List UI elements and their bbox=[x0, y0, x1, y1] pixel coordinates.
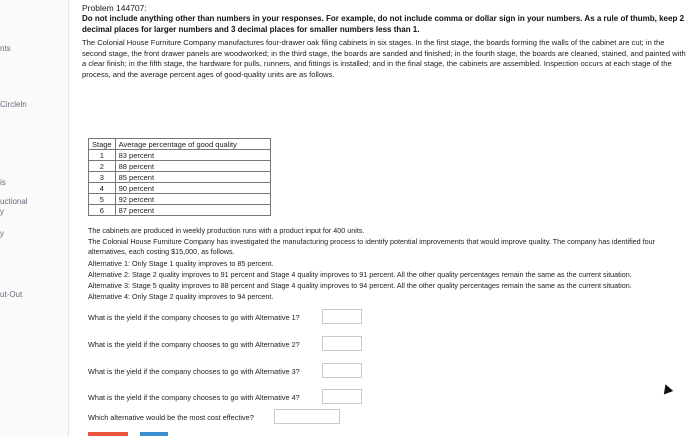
accent-bar-blue bbox=[140, 432, 168, 436]
answer-input-alt3[interactable] bbox=[322, 363, 362, 378]
percent-cell: 85 percent bbox=[115, 172, 270, 183]
table-row bbox=[89, 150, 271, 161]
problem-panel bbox=[82, 0, 694, 436]
stage-cell: 1 bbox=[89, 150, 116, 161]
table-row bbox=[89, 161, 271, 172]
sidebar-item-instructional[interactable]: uctional bbox=[0, 197, 28, 206]
table-header-percentage: Average percentage of good quality bbox=[115, 139, 270, 150]
percent-cell: 83 percent bbox=[115, 150, 270, 161]
sidebar bbox=[0, 0, 69, 436]
sidebar-item-out[interactable]: ut-Out bbox=[0, 290, 23, 299]
table-header-stage: Stage bbox=[89, 139, 116, 150]
table-row bbox=[89, 183, 271, 194]
detail-investigation: The Colonial House Furniture Company has investigated the manufacturing process to identify potential improvements that would improve quality. The company has identified four alternatives, each costing $15,000, as follows. bbox=[88, 237, 656, 257]
problem-title: Problem 144707: bbox=[82, 3, 147, 13]
sidebar-item-is[interactable]: is bbox=[0, 178, 6, 187]
stage-cell: 5 bbox=[89, 194, 116, 205]
question-alt1: What is the yield if the company chooses to go with Alternative 1? bbox=[88, 313, 300, 322]
sidebar-item-circleln[interactable]: Circleln bbox=[0, 100, 27, 109]
instructions: Do not include anything other than numbers in your responses. For example, do not include comma or dollar sign in your numbers. As a rule of thumb, keep 2 decimal places for larger numbers and 3 decimal places for smaller numbers less than 1. bbox=[82, 14, 685, 34]
table-row bbox=[89, 205, 271, 216]
table-row bbox=[89, 194, 271, 205]
question-most-cost-effective: Which alternative would be the most cost effective? bbox=[88, 413, 254, 422]
intro-paragraph: The Colonial House Furniture Company manufactures four-drawer oak filing cabinets in six stages. In the first stage, the boards forming the walls of the cabinet are cut; in the second stage, the front drawer panels are woodworked; in the third stage, the boards are sanded and finished; in the fourth stage, the boards are cleaned, stained, and painted with a clear finish; in the fifth stage, the hardware for pulls, runners, and fittings is installed; and in the final stage, the cabinets are assembled. Inspection occurs at each stage of the process, and the average percent ages of good-quality units are as follows. bbox=[82, 38, 686, 79]
alternative-2: Alternative 2: Stage 2 quality improves to 91 percent and Stage 4 quality improves to 91 percent. All the other quality percentages remain the same as the current situation. bbox=[88, 270, 632, 279]
stage-cell: 4 bbox=[89, 183, 116, 194]
table-row bbox=[89, 172, 271, 183]
stage-cell: 3 bbox=[89, 172, 116, 183]
answer-input-alt1[interactable] bbox=[322, 309, 362, 324]
percent-cell: 90 percent bbox=[115, 183, 270, 194]
answer-input-alt2[interactable] bbox=[322, 336, 362, 351]
accent-bar bbox=[88, 432, 128, 436]
question-alt3: What is the yield if the company chooses to go with Alternative 3? bbox=[88, 367, 300, 376]
answer-input-most-cost-effective[interactable] bbox=[274, 409, 340, 424]
detail-weekly-runs: The cabinets are produced in weekly production runs with a product input for 400 units. bbox=[88, 226, 365, 235]
alternative-3: Alternative 3: Stage 5 quality improves to 88 percent and Stage 4 quality improves to 94 percent. All the other quality percentages remain the same as the current situation. bbox=[88, 281, 632, 290]
table-header-row bbox=[89, 139, 271, 150]
percent-cell: 92 percent bbox=[115, 194, 270, 205]
percent-cell: 88 percent bbox=[115, 161, 270, 172]
sidebar-item-y1[interactable]: y bbox=[0, 207, 4, 216]
question-alt4: What is the yield if the company chooses to go with Alternative 4? bbox=[88, 393, 300, 402]
quality-table bbox=[88, 138, 271, 216]
percent-cell: 87 percent bbox=[115, 205, 270, 216]
sidebar-item-y2[interactable]: y bbox=[0, 229, 4, 238]
stage-cell: 2 bbox=[89, 161, 116, 172]
stage-cell: 6 bbox=[89, 205, 116, 216]
sidebar-item-nts[interactable]: nts bbox=[0, 44, 11, 53]
bottom-decoration bbox=[0, 430, 700, 436]
alternative-4: Alternative 4: Only Stage 2 quality improves to 94 percent. bbox=[88, 292, 274, 301]
question-alt2: What is the yield if the company chooses to go with Alternative 2? bbox=[88, 340, 300, 349]
answer-input-alt4[interactable] bbox=[322, 389, 362, 404]
alternative-1: Alternative 1: Only Stage 1 quality improves to 85 percent. bbox=[88, 259, 274, 268]
